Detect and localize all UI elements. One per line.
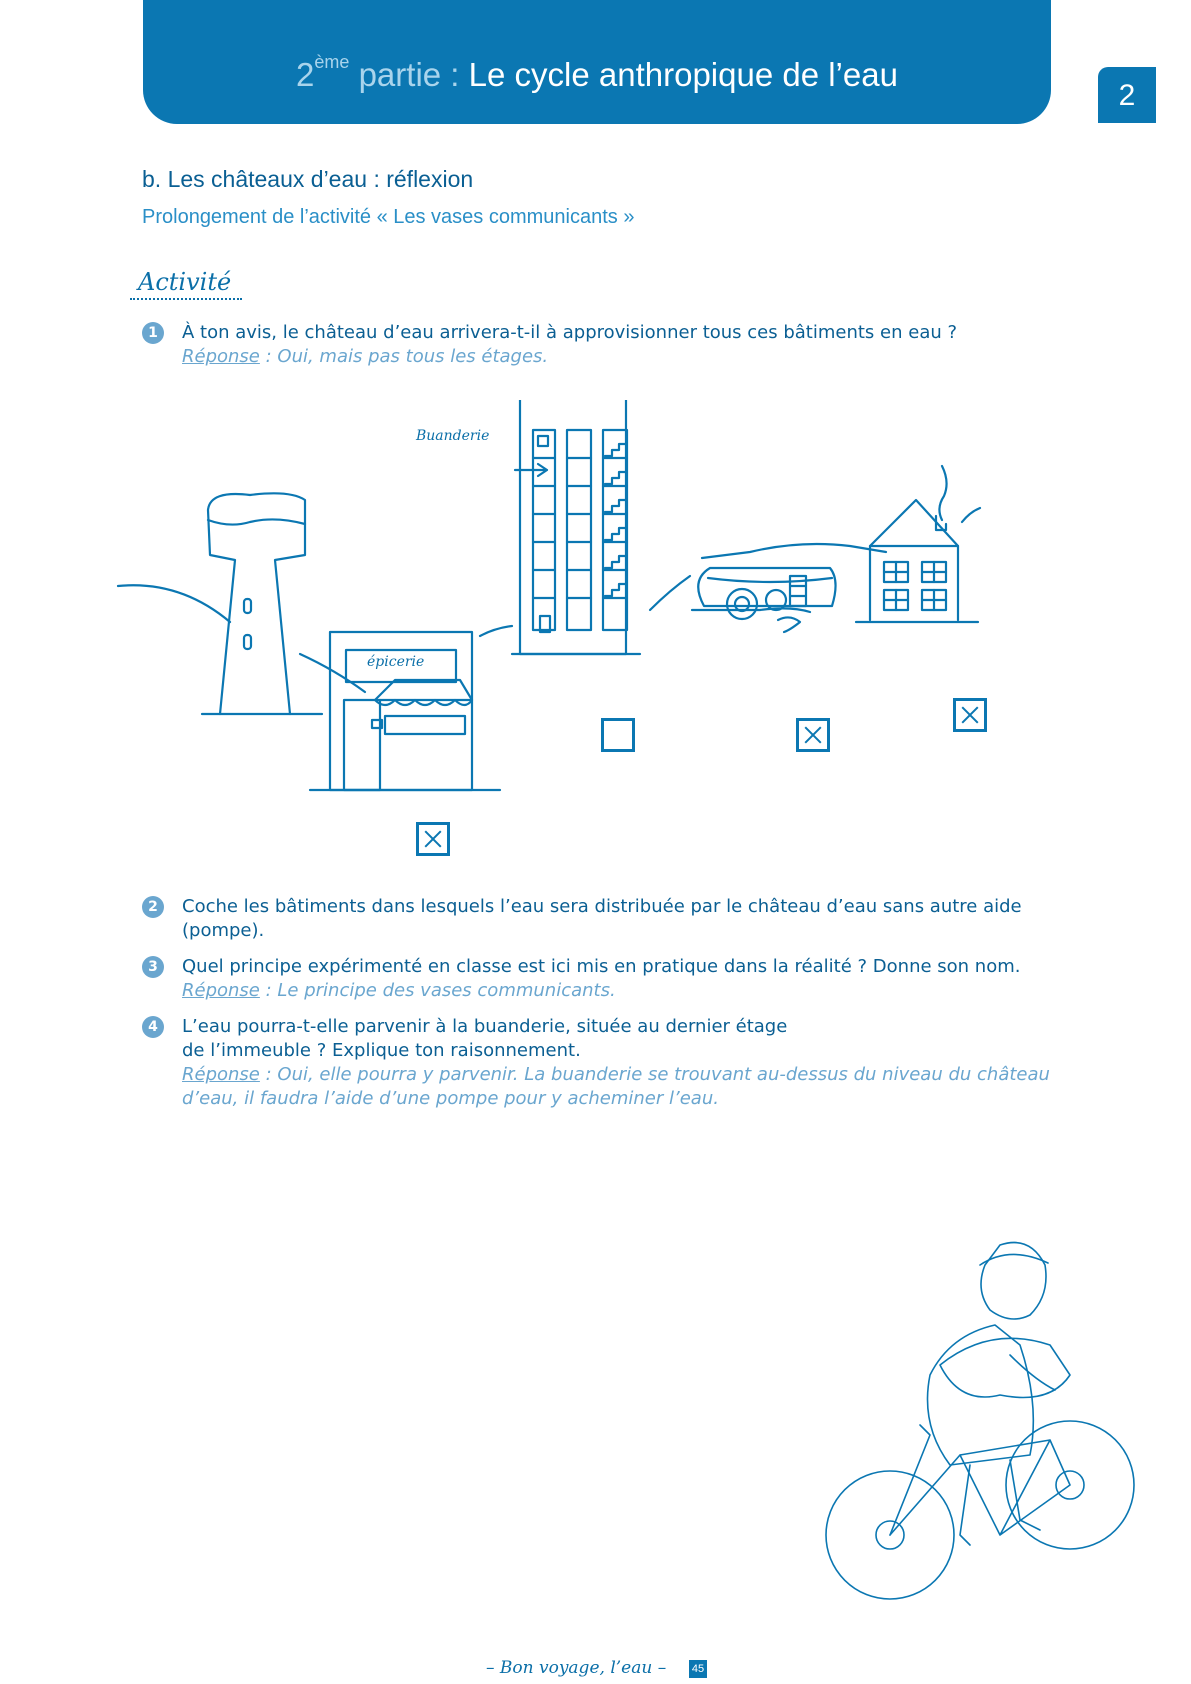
girl-on-bicycle-illustration: [820, 1235, 1140, 1625]
epicerie-sign-label: épicerie: [367, 654, 425, 670]
answer-text: [182, 345, 1062, 369]
bicycle-basket: [940, 1338, 1070, 1397]
question-text-line-1: L’eau pourra-t-elle parvenir à la buanderie, située au dernier étage: [182, 1016, 788, 1037]
page-number: 45: [689, 1660, 707, 1678]
title-part-label: partie :: [349, 56, 469, 93]
question-3: [148, 955, 1062, 1003]
answer-body: : Oui, elle pourra y parvenir. La buanderie se trouvant au-dessus du niveau du château d’eau, il faudra l’aide d’une pompe pour y acheminer l’eau.: [182, 1064, 1050, 1109]
answer-label: Réponse: [182, 1064, 260, 1085]
title-superscript: ème: [314, 52, 350, 72]
water-tower: [208, 493, 305, 714]
question-text-line-2: de l’immeuble ? Explique ton raisonnement.: [182, 1040, 581, 1061]
question-text: À ton avis, le château d’eau arrivera-t-il à approvisionner tous ces bâtiments en eau ?: [182, 322, 958, 343]
question-2: [148, 895, 1062, 943]
question-number-badge: 2: [142, 896, 164, 918]
answer-label: Réponse: [182, 346, 260, 367]
girl-coat: [928, 1325, 1034, 1465]
section-title: b. Les châteaux d’eau : réflexion: [142, 166, 474, 192]
checkbox-immeuble[interactable]: [601, 718, 635, 752]
question-text: Coche les bâtiments dans lesquels l’eau sera distribuée par le château d’eau sans autre aide (pompe).: [182, 896, 1022, 941]
ground-line: [692, 608, 810, 612]
title-part-number: 2: [296, 56, 315, 93]
question-number-badge: 1: [142, 322, 164, 344]
scene-drawing: [110, 400, 1070, 880]
question-1: [148, 321, 1062, 369]
header-band: [143, 0, 1051, 124]
checkbox-epicerie[interactable]: [416, 822, 450, 856]
apartment-building: [520, 400, 626, 654]
answer-label: Réponse: [182, 980, 260, 1001]
question-text: Quel principe expérimenté en classe est ici mis en pratique dans la réalité ? Donne son nom.: [182, 956, 1021, 977]
footer-tagline: – Bon voyage, l’eau –: [486, 1658, 667, 1678]
activity-underline: [130, 298, 242, 300]
question-number-badge: 4: [142, 1016, 164, 1038]
water-level: [208, 519, 305, 524]
answer-text: [182, 1063, 1062, 1111]
hill-line: [300, 654, 365, 692]
buanderie-label: Buanderie: [416, 428, 490, 444]
answer-body: : Le principe des vases communicants.: [259, 980, 616, 1001]
activity-label: Activité: [138, 268, 232, 296]
title-main: Le cycle anthropique de l’eau: [468, 56, 898, 93]
answer-body: : Oui, mais pas tous les étages.: [259, 346, 549, 367]
checkbox-maison[interactable]: [953, 698, 987, 732]
page-title: [143, 52, 1051, 94]
question-4: [148, 1015, 1062, 1111]
checkbox-piscine[interactable]: [796, 718, 830, 752]
answer-text: [182, 979, 1062, 1003]
hill-line: [118, 585, 230, 622]
chapter-tab: 2: [1098, 67, 1156, 123]
section-subtitle: Prolongement de l’activité « Les vases communicants »: [142, 206, 635, 228]
question-number-badge: 3: [142, 956, 164, 978]
buildings-illustration: [110, 400, 1070, 880]
